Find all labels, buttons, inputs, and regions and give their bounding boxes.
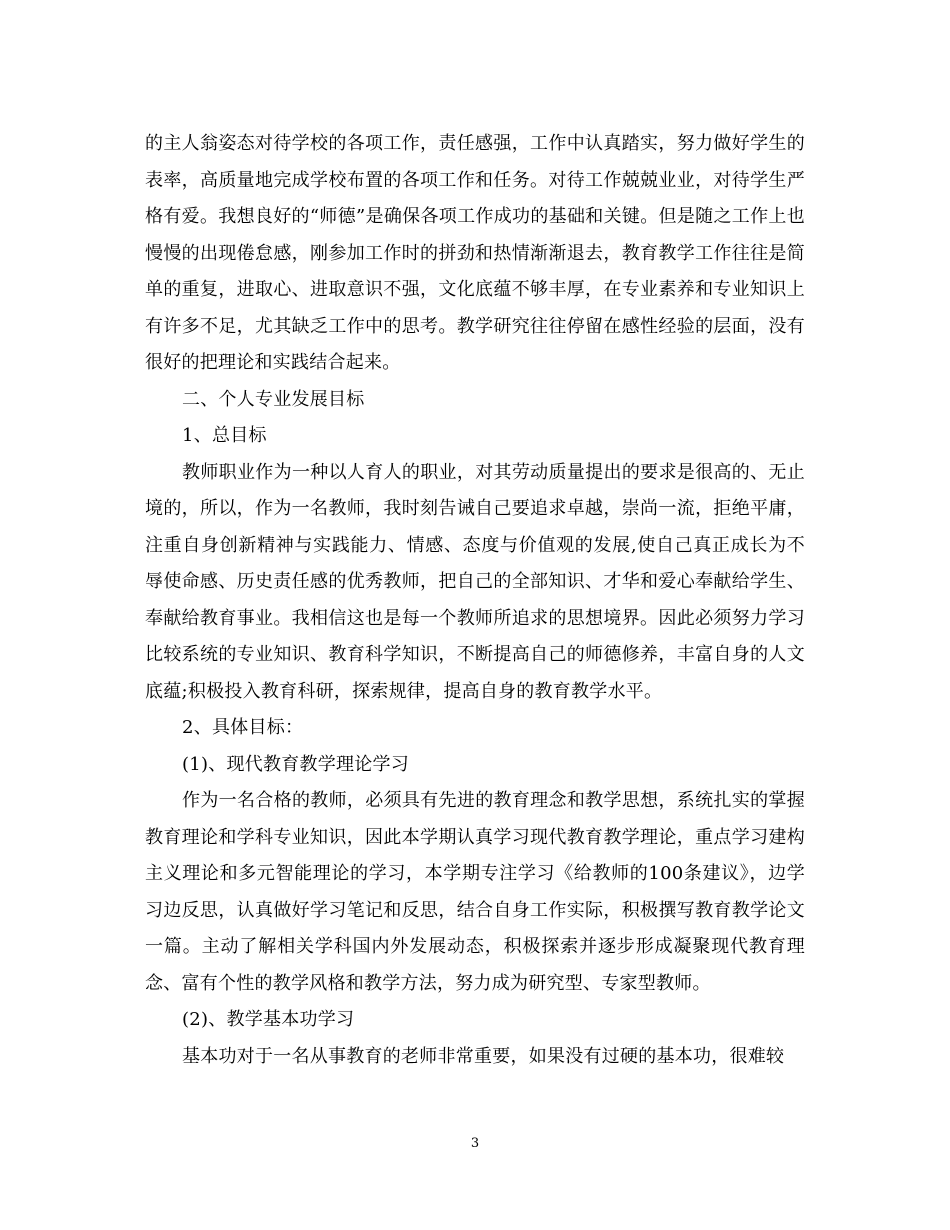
heading-section-2: 二、个人专业发展目标 (182, 388, 365, 410)
page-number: 3 (470, 1136, 480, 1151)
paragraph-basic-skills: 基本功对于一名从事教育的老师非常重要，如果没有过硬的基本功，很难较 (182, 1045, 785, 1067)
heading-overall-goal: 1、总目标 (182, 425, 267, 446)
heading-basic-skills: (2)、教学基本功学习 (182, 1009, 355, 1030)
document-body (145, 126, 805, 1075)
paragraph-theory-study: 作为一名合格的教师，必须具有先进的教育理念和教学思想，系统扎实的掌握教育理论和学科专业知识，因此本学期认真学习现代教育教学理论，重点学习建构主义理论和多元智能理论的学习，本学期专注学习《给教师的100条建议》，边学习边反思，认真做好学习笔记和反思，结合自身工作实际，积极撰写教育教学论文一篇。主动了解相关学科国内外发展动态，积极探索并逐步形成凝聚现代教育理念、富有个性的教学风格和教学方法，努力成为研究型、专家型教师。 (145, 790, 805, 994)
heading-theory-study: (1)、现代教育教学理论学习 (182, 753, 409, 775)
heading-specific-goals: 2、具体目标： (182, 717, 304, 738)
paragraph-intro: 的主人翁姿态对待学校的各项工作，责任感强，工作中认真踏实，努力做好学生的表率，高质量地完成学校布置的各项工作和任务。对待工作兢兢业业，对待学生严格有爱。我想良好的“师德”是确保各项工作成功的基础和关键。但是随之工作上也慢慢的出现倦怠感，刚参加工作时的拼劲和热情渐渐退去，教育教学工作往往是简单的重复，进取心、进取意识不强，文化底蕴不够丰厚，在专业素养和专业知识上有许多不足，尤其缺乏工作中的思考。教学研究往往停留在感性经验的层面，没有很好的把理论和实践结合起来。 (145, 133, 805, 373)
paragraph-overall-goal: 教师职业作为一种以人育人的职业，对其劳动质量提出的要求是很高的、无止境的，所以，作为一名教师，我时刻告诫自己要追求卓越，崇尚一流，拒绝平庸，注重自身创新精神与实践能力、情感、态度与价值观的发展,使自己真正成长为不辱使命感、历史责任感的优秀教师，把自己的全部知识、才华和爱心奉献给学生、奉献给教育事业。我相信这也是每一个教师所追求的思想境界。因此必须努力学习比较系统的专业知识、教育科学知识，不断提高自己的师德修养，丰富自身的人文底蕴;积极投入教育科研，探索规律，提高自身的教育教学水平。 (145, 461, 805, 702)
